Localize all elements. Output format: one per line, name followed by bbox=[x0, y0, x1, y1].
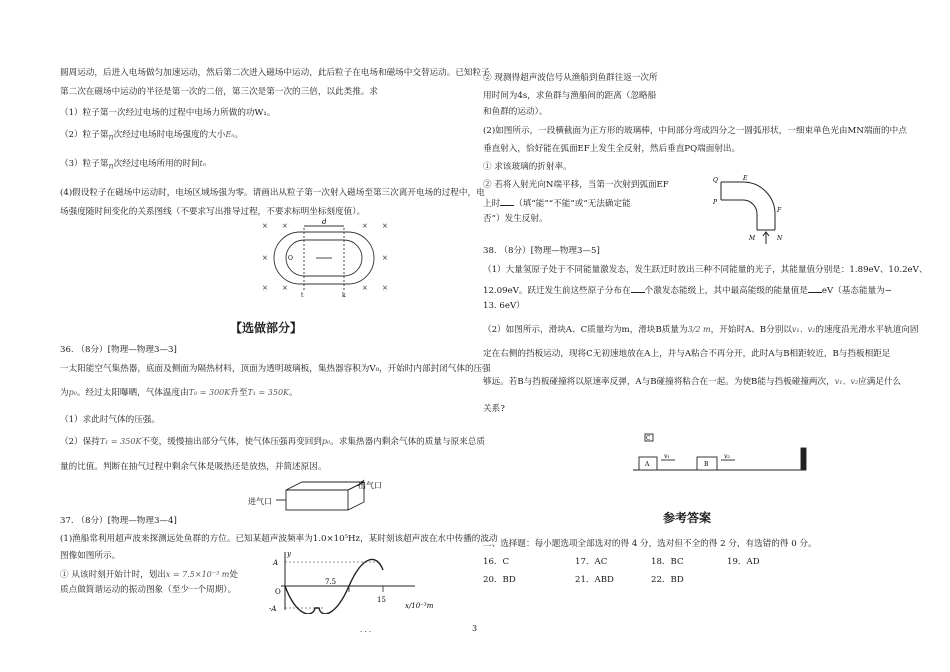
q36-l2-end: 。 bbox=[289, 388, 298, 398]
label-k: k bbox=[342, 292, 346, 298]
q38-line: 13. 6eV） bbox=[483, 301, 525, 311]
q38-2-mid: ，开始时A、B分别以 bbox=[710, 325, 792, 335]
q3-n: n bbox=[108, 161, 114, 171]
q2-s2-pre: 上时 bbox=[483, 199, 501, 209]
q38-line bbox=[483, 284, 892, 298]
answer-blank bbox=[500, 197, 514, 206]
tick-75-label: 7.5 bbox=[325, 578, 337, 586]
q36-l2-pre: 为 bbox=[60, 388, 69, 398]
rod-outer-edge bbox=[721, 182, 775, 230]
svg-text:×: × bbox=[262, 254, 268, 262]
fixed-wall bbox=[801, 448, 806, 470]
q38-2-post: 的速度沿光滑水平轨道向固 bbox=[815, 325, 919, 335]
blocks-figure bbox=[633, 428, 813, 476]
magnetic-field-figure bbox=[260, 218, 390, 298]
q36-p0: p₀ bbox=[68, 388, 77, 397]
svg-text:×: × bbox=[382, 222, 388, 230]
answer-item: 20．BD bbox=[483, 575, 516, 585]
footnote: · · · bbox=[360, 628, 372, 636]
q2-s2-post: （填“能”“不能”或“无法确定能 bbox=[514, 199, 631, 209]
y-label: y bbox=[287, 550, 291, 558]
origin-label: O bbox=[275, 588, 281, 596]
q37-part2-line: 垂直射入，恰好能在弧面EF上发生全反射，然后垂直PQ端面射出。 bbox=[483, 144, 741, 154]
answer-item: 19．AD bbox=[727, 557, 760, 567]
svg-text:×: × bbox=[362, 222, 368, 230]
q37-line: 图像如图所示。 bbox=[60, 551, 121, 561]
q37-sub1-line: 质点做简谐运动的振动图象（至少一个周期）。 bbox=[60, 585, 237, 595]
svg-text:×: × bbox=[382, 254, 388, 262]
q37-s1-math: x = 7.5×10⁻³ m bbox=[165, 570, 230, 579]
q38-l2-pre: 12.09eV。跃迁发生前这些原子分布在 bbox=[483, 286, 631, 296]
q37-sub2-line: ② 现测得超声波信号从渔船到鱼群往返一次所 bbox=[483, 73, 658, 83]
q38-2-pre: （2）如图所示，滑块A、C质量均为m，滑块B质量为 bbox=[483, 325, 688, 335]
svg-text:×: × bbox=[262, 284, 268, 292]
label-Q: Q bbox=[713, 177, 718, 184]
q36-l2-mid: 。经过太阳曝晒，气体温度由 bbox=[76, 388, 189, 398]
neg-amp-label: -A bbox=[269, 605, 277, 613]
q3-pre: （3）粒子第 bbox=[60, 159, 109, 169]
svg-text:×: × bbox=[362, 284, 368, 292]
q37-line: (1)渔船常利用超声波来探测远处鱼群的方位。已知某超声波频率为1.0×10⁵Hz，某时刻该超声波在水中传播的波动 bbox=[60, 534, 498, 544]
answer-item: 21．ABD bbox=[575, 575, 614, 585]
collector-front bbox=[286, 490, 348, 510]
q37-sub1 bbox=[60, 568, 238, 582]
label-A: A bbox=[645, 461, 650, 468]
q38-2-l3-math: v₁、v₂ bbox=[834, 377, 859, 386]
q36-q2-pre: （2）保持 bbox=[60, 437, 100, 447]
svg-text:×: × bbox=[282, 284, 288, 292]
question-2 bbox=[60, 128, 243, 144]
label-E: E bbox=[743, 175, 748, 182]
q36-sub1: （1）求此时气体的压强。 bbox=[60, 415, 160, 425]
q37-s1-pre: ① 从该时刻开始计时，划出 bbox=[60, 570, 166, 580]
q36-heading: 36. （8分）[物理—物理3—3] bbox=[60, 345, 177, 355]
q36-t1: T₁ = 350K bbox=[247, 388, 290, 397]
outlet-label: 出气口 bbox=[358, 481, 382, 490]
q38-line: （1）大量氢原子处于不同能量激发态，发生跃迁时放出三种不同能量的光子，其能量值分别是：1.89eV、10.2eV、 bbox=[483, 265, 928, 275]
answer-item: 18．BC bbox=[651, 557, 684, 567]
q3-math: tₙ bbox=[199, 159, 207, 168]
label-P: P bbox=[713, 199, 718, 206]
question-4-line: (4)假设粒子在磁场中运动时，电场区域场强为零。请画出从粒子第一次射入磁场至第三次离开电场的过程中，电 bbox=[60, 188, 485, 198]
amp-label: A bbox=[273, 559, 279, 567]
tick-15-label: 15 bbox=[377, 596, 386, 604]
q36-t0: T₀ = 300K bbox=[188, 388, 231, 397]
q37-part2-sub2: 否”）发生反射。 bbox=[483, 214, 548, 224]
label-B: B bbox=[704, 461, 709, 468]
label-o: O bbox=[288, 255, 293, 262]
x-label: x/10⁻³m bbox=[405, 602, 434, 610]
q2-post: 次经过电场时电场强度的大小 bbox=[113, 130, 226, 140]
q36-q2-p0: p₀ bbox=[321, 437, 331, 446]
q38-heading: 38. （8分）[物理—物理3—5] bbox=[483, 246, 600, 256]
label-M: M bbox=[749, 235, 756, 242]
q38-part2-line: 关系? bbox=[483, 404, 505, 414]
answer-item: 22．BD bbox=[651, 575, 684, 585]
glass-rod-figure bbox=[713, 172, 793, 247]
label-F: F bbox=[777, 207, 782, 214]
wave-curve bbox=[285, 559, 383, 613]
question-1: （1）粒子第一次经过电场的过程中电场力所做的功W₁。 bbox=[60, 108, 276, 118]
svg-text:×: × bbox=[382, 284, 388, 292]
q36-sub2-line: 量的比值。判断在抽气过程中剩余气体是吸热还是放热，并简述原因。 bbox=[60, 462, 327, 472]
q36-q2-t1: T₁ = 350K bbox=[99, 437, 142, 446]
solar-collector-figure bbox=[246, 478, 396, 516]
question-3 bbox=[60, 157, 206, 173]
q38-2-l3-pre: 够远。若B与挡板碰撞将以原速率反弹，A与B碰撞将粘合在一起。为使B能与挡板碰撞两次， bbox=[483, 377, 835, 387]
q37-sub2-line: 和鱼群的运动）。 bbox=[483, 107, 548, 117]
q37-heading: 37. （8分）[物理—物理3—4] bbox=[60, 516, 177, 526]
q38-part2-line: 定在右侧的挡板运动，现将C无初速地放在A上，并与A粘合不再分开，此时A与B相距较近，B与挡板相距足 bbox=[483, 349, 891, 359]
problem-text-line: 圆周运动，后进入电场做匀加速运动，然后第二次进入磁场中运动，此后粒子在电场和磁场中交替运动。已知粒子 bbox=[60, 68, 490, 78]
q36-q2-end: 。求集热器内剩余气体的质量与原来总质 bbox=[330, 437, 485, 447]
q37-part2-sub1: ① 求该玻璃的折射率。 bbox=[483, 162, 572, 172]
label-v2: v₂ bbox=[724, 453, 730, 460]
q3-post: 次经过电场所用的时间 bbox=[113, 159, 200, 169]
label-N: N bbox=[777, 235, 783, 242]
svg-text:×: × bbox=[262, 222, 268, 230]
q2-n: n bbox=[108, 132, 114, 142]
q37-part2-sub2 bbox=[483, 197, 631, 211]
wave-graph bbox=[265, 548, 445, 614]
rod-inner-edge bbox=[721, 200, 757, 230]
label-d: d bbox=[322, 218, 327, 226]
q38-part2-line bbox=[483, 323, 918, 337]
answer-item: 17．AC bbox=[575, 557, 608, 567]
answers-title: 参考答案 bbox=[663, 511, 712, 525]
answers-intro: 二、选择题：每小题选项全部选对的得 4 分，选对但不全的得 2 分，有选错的得 0 分。 bbox=[483, 539, 817, 549]
q38-2-velocities: v₁、v₂ bbox=[791, 325, 816, 334]
collector-top bbox=[286, 482, 364, 490]
question-4-line: 场强度随时间变化的关系图线（不要求写出推导过程，不要求标明坐标刻度值）。 bbox=[60, 207, 366, 217]
label-t: t bbox=[301, 292, 304, 298]
q38-part2-line bbox=[483, 375, 901, 389]
q38-2-mass: 3/2 m bbox=[687, 325, 711, 334]
q37-part2-line: (2)如图所示，一段横截面为正方形的玻璃棒，中间部分弯成四分之一圆弧形状，一细束单色光由MN端面的中点 bbox=[483, 126, 907, 136]
q36-l2-mid2: 升至 bbox=[230, 388, 248, 398]
q36-sub2 bbox=[60, 435, 485, 449]
q37-s1-post: 处 bbox=[229, 570, 238, 580]
q2-pre: （2）粒子第 bbox=[60, 130, 109, 140]
answer-blank bbox=[631, 284, 645, 293]
elective-section-title: 【选做部分】 bbox=[230, 321, 303, 335]
q2-end: 。 bbox=[234, 130, 244, 140]
answer-item: 16．C bbox=[483, 557, 510, 567]
label-v1: v₁ bbox=[664, 453, 670, 460]
problem-text-line: 第二次在磁场中运动的半径是第一次的二倍，第三次是第一次的三倍，以此类推。求 bbox=[60, 87, 378, 97]
inlet-label: 进气口 bbox=[248, 497, 272, 506]
svg-text:×: × bbox=[282, 222, 288, 230]
q36-line bbox=[60, 386, 298, 400]
q38-2-l3-post: 应满足什么 bbox=[858, 377, 902, 387]
q37-part2-sub2: ② 若将入射光向N端平移，当第一次射到弧面EF bbox=[483, 180, 669, 190]
q38-l2-post: eV（基态能量为− bbox=[821, 286, 892, 296]
q36-q2-mid: 不变，缓慢抽出部分气体，使气体压强再变回到 bbox=[141, 437, 322, 447]
answer-blank bbox=[808, 284, 822, 293]
q2-math: Eₙ bbox=[225, 130, 235, 139]
page-number: 3 bbox=[472, 624, 478, 633]
q37-sub2-line: 用时间为4s，求鱼群与渔船间的距离（忽略船 bbox=[483, 91, 657, 101]
label-C: C bbox=[646, 435, 651, 442]
q36-line: 一太阳能空气集热器，底面及侧面为隔热材料，顶面为透明玻璃板，集热器容积为V₀，开始时内部封闭气体的压强 bbox=[60, 364, 491, 374]
q38-l2-mid: 个激发态能级上，其中最高能级的能量值是 bbox=[644, 286, 808, 296]
